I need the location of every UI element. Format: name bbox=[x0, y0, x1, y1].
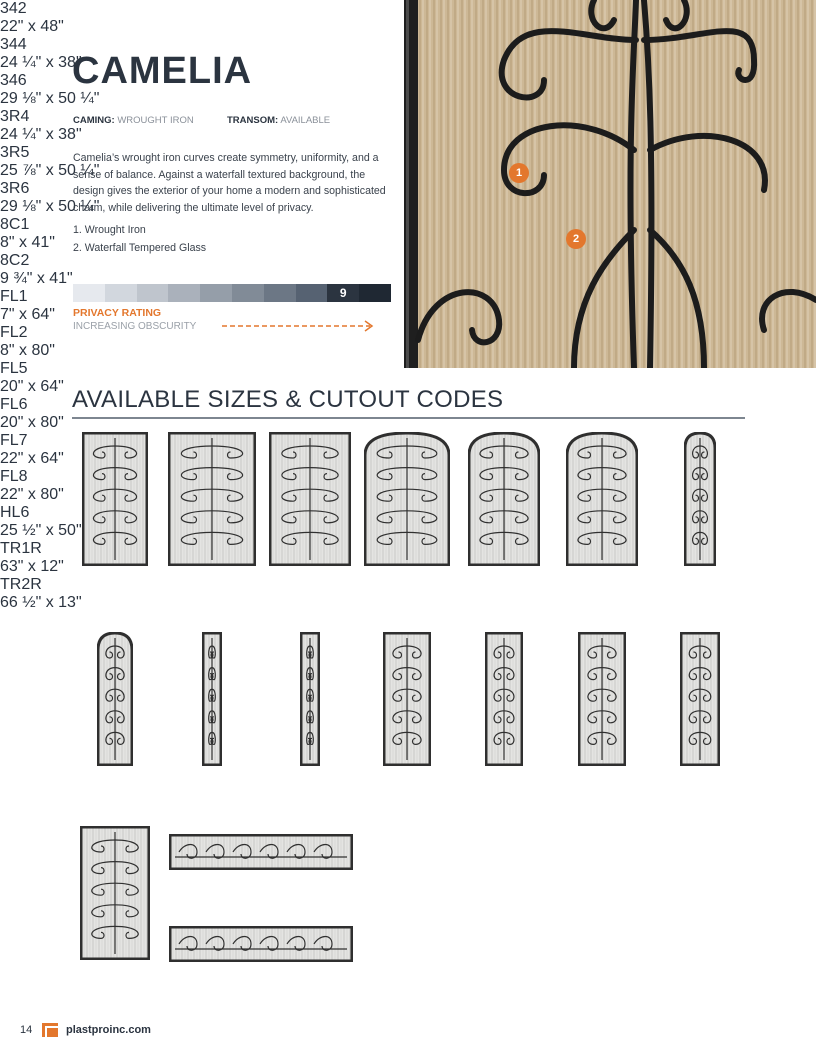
cutout-code-label: TR1R bbox=[0, 540, 42, 557]
cutout-code-label: FL5 bbox=[0, 360, 28, 377]
cutout-size-label: 22" x 80" bbox=[0, 486, 64, 503]
cutout-size-label: 63" x 12" bbox=[0, 558, 64, 575]
cutout-size-label: 9 ¾" x 41" bbox=[0, 270, 73, 287]
cutout-size-label: 7" x 64" bbox=[0, 306, 55, 323]
privacy-segment bbox=[105, 284, 137, 302]
cutout-size-label: 20" x 64" bbox=[0, 378, 64, 395]
sizes-heading: AVAILABLE SIZES & CUTOUT CODES bbox=[72, 386, 504, 413]
cutout-code-label: 3R5 bbox=[0, 144, 30, 161]
glass-preview-fl7 bbox=[578, 632, 626, 766]
glass-preview-fl5 bbox=[383, 632, 431, 766]
privacy-segment bbox=[137, 284, 169, 302]
glass-preview-344 bbox=[168, 432, 256, 566]
cutout-code-label: FL6 bbox=[0, 396, 28, 413]
cutout-code-label: FL8 bbox=[0, 468, 28, 485]
glass-preview-3r5 bbox=[468, 432, 540, 566]
cutout-size-label: 25 ½" x 50" bbox=[0, 522, 82, 539]
cutout-code-label: 342 bbox=[0, 0, 27, 17]
feature-list bbox=[73, 222, 206, 257]
privacy-segment bbox=[264, 284, 296, 302]
caming-value: WROUGHT IRON bbox=[117, 115, 194, 126]
privacy-segment bbox=[200, 284, 232, 302]
cutout-code-label: TR2R bbox=[0, 576, 42, 593]
cutout-size-label: 24 ¼" x 38" bbox=[0, 54, 82, 71]
privacy-segment bbox=[232, 284, 264, 302]
cutout-size-label: 29 ⅛" x 50 ¼" bbox=[0, 198, 100, 215]
page-title: CAMELIA bbox=[72, 50, 253, 92]
glass-preview-fl1 bbox=[202, 632, 222, 766]
cutout-size-label: 29 ⅛" x 50 ¼" bbox=[0, 90, 100, 107]
cutout-size-label: 22" x 64" bbox=[0, 450, 64, 467]
cutout-code-label: 344 bbox=[0, 36, 27, 53]
glass-preview-346 bbox=[269, 432, 351, 566]
cutout-code-label: FL1 bbox=[0, 288, 28, 305]
cutout-size-label: 20" x 80" bbox=[0, 414, 64, 431]
glass-preview-3r6 bbox=[566, 432, 638, 566]
glass-preview-fl6 bbox=[485, 632, 523, 766]
cutout-size-label: 8" x 80" bbox=[0, 342, 55, 359]
cutout-size-label: 25 ⅞" x 50 ¼" bbox=[0, 162, 100, 179]
cutout-code-label: 8C2 bbox=[0, 252, 30, 269]
glass-preview-tr2r bbox=[169, 926, 353, 962]
cutout-code-label: HL6 bbox=[0, 504, 30, 521]
cutout-code-label: 8C1 bbox=[0, 216, 30, 233]
cutout-code-label: 3R4 bbox=[0, 108, 30, 125]
privacy-segment bbox=[296, 284, 328, 302]
privacy-rating-bar bbox=[73, 284, 391, 302]
cutout-size-label: 22" x 48" bbox=[0, 18, 64, 35]
callout-marker-1: 1 bbox=[509, 163, 529, 183]
heading-rule bbox=[72, 417, 745, 419]
privacy-segment bbox=[168, 284, 200, 302]
privacy-rating-sublabel: INCREASING OBSCURITY bbox=[73, 321, 197, 332]
cutout-code-label: 3R6 bbox=[0, 180, 30, 197]
cutout-size-label: 24 ¼" x 38" bbox=[0, 126, 82, 143]
feature-item: 1. Wrought Iron bbox=[73, 224, 146, 236]
glass-preview-fl8 bbox=[680, 632, 720, 766]
transom-value: AVAILABLE bbox=[280, 115, 331, 126]
glass-preview-8c2 bbox=[97, 632, 133, 766]
glass-preview-8c1 bbox=[684, 432, 716, 566]
spec-line bbox=[73, 115, 330, 126]
cutout-size-label: 8" x 41" bbox=[0, 234, 55, 251]
privacy-rating-label: PRIVACY RATING bbox=[73, 307, 162, 319]
glass-preview-3r4 bbox=[364, 432, 450, 566]
plastpro-logo-icon bbox=[42, 1023, 58, 1037]
cutout-code-label: 346 bbox=[0, 72, 27, 89]
page-number: 14 bbox=[20, 1024, 33, 1036]
glass-preview-342 bbox=[82, 432, 148, 566]
cutout-code-label: FL7 bbox=[0, 432, 28, 449]
hero-door-glass-image bbox=[404, 0, 816, 368]
glass-preview-fl2 bbox=[300, 632, 320, 766]
privacy-segment bbox=[73, 284, 105, 302]
footer-url: plastproinc.com bbox=[66, 1024, 151, 1036]
transom-label: TRANSOM: bbox=[226, 115, 279, 126]
glass-preview-tr1r bbox=[169, 834, 353, 870]
caming-label: CAMING: bbox=[73, 115, 115, 126]
arrow-right-icon bbox=[222, 319, 378, 333]
privacy-segment bbox=[359, 284, 391, 302]
cutout-code-label: FL2 bbox=[0, 324, 28, 341]
glass-preview-hl6 bbox=[80, 826, 150, 960]
feature-item: 2. Waterfall Tempered Glass bbox=[73, 241, 207, 254]
description: Camelia’s wrought iron curves create symmetry, uniformity, and a sense of balance. Against a waterfall textured background, the design gives the exterior of your home a modern and sophisticated charm, while delivering the ultimate level of privacy. bbox=[73, 152, 386, 214]
cutout-size-label: 66 ½" x 13" bbox=[0, 594, 82, 611]
callout-marker-2: 2 bbox=[566, 229, 586, 249]
privacy-rating-value: 9 bbox=[327, 284, 359, 302]
